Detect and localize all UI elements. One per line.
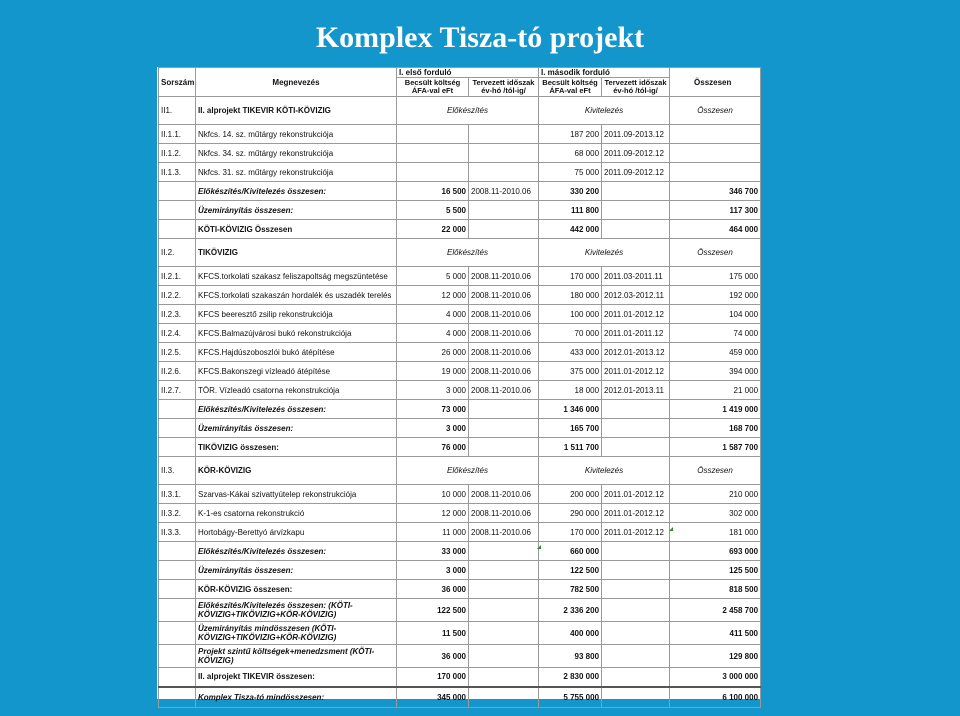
cost-round-2: 290 000 — [539, 504, 602, 523]
cell-comment-marker — [537, 545, 541, 549]
section-label-exec: Kivitelezés — [539, 457, 670, 485]
table-row — [159, 267, 761, 286]
cost-round-2: 400 000 — [539, 622, 602, 645]
period-round-2: 2011.01-2011.12 — [602, 324, 670, 343]
row-number — [159, 419, 196, 438]
summary-row — [159, 182, 761, 201]
period-round-1 — [469, 125, 539, 144]
header-cost-2: Becsült költség ÁFA-val eFt — [539, 78, 602, 97]
summary-row — [159, 438, 761, 457]
row-total: 411 500 — [670, 622, 761, 645]
period-round-1: 2008.11-2010.06 — [469, 267, 539, 286]
period-round-1 — [469, 419, 539, 438]
cost-round-1: 22 000 — [397, 220, 469, 239]
summary-row — [159, 400, 761, 419]
row-number: II1. — [159, 97, 196, 125]
period-round-1 — [469, 438, 539, 457]
cost-round-2: 330 200 — [539, 182, 602, 201]
summary-row — [159, 687, 761, 708]
cost-round-1 — [397, 163, 469, 182]
cost-round-2: 2 830 000 — [539, 668, 602, 687]
row-total — [670, 163, 761, 182]
budget-table-body — [159, 68, 761, 708]
row-number — [159, 599, 196, 622]
cost-round-2: 187 200 — [539, 125, 602, 144]
row-name: Üzemirányítás összesen: — [196, 561, 397, 580]
cost-round-2: 93 800 — [539, 645, 602, 668]
period-round-2 — [602, 182, 670, 201]
row-total: 818 500 — [670, 580, 761, 599]
cost-round-1: 73 000 — [397, 400, 469, 419]
row-total: 192 000 — [670, 286, 761, 305]
row-number: II.1.3. — [159, 163, 196, 182]
cost-round-2: 5 755 000 — [539, 687, 602, 708]
table-row — [159, 343, 761, 362]
period-round-2 — [602, 599, 670, 622]
cost-round-2: 165 700 — [539, 419, 602, 438]
period-round-2 — [602, 561, 670, 580]
row-name: KFCS.Hajdúszoboszlói bukó átépítése — [196, 343, 397, 362]
row-total: 1 587 700 — [670, 438, 761, 457]
summary-row — [159, 419, 761, 438]
row-total: 346 700 — [670, 182, 761, 201]
cost-round-1: 5 500 — [397, 201, 469, 220]
table-row — [159, 125, 761, 144]
cost-round-2: 2 336 200 — [539, 599, 602, 622]
period-round-2 — [602, 400, 670, 419]
period-round-2 — [602, 201, 670, 220]
header-sorszam: Sorszám — [159, 68, 196, 97]
row-name: KÖTI-KÖVIZIG Összesen — [196, 220, 397, 239]
period-round-1: 2008.11-2010.06 — [469, 381, 539, 400]
cost-round-1: 11 500 — [397, 622, 469, 645]
row-number — [159, 182, 196, 201]
cost-round-1: 3 000 — [397, 561, 469, 580]
table-row — [159, 381, 761, 400]
section-label-prep: Előkészítés — [397, 457, 539, 485]
period-round-1 — [469, 622, 539, 645]
cost-round-1: 170 000 — [397, 668, 469, 687]
row-number — [159, 400, 196, 419]
period-round-2 — [602, 668, 670, 687]
period-round-1: 2008.11-2010.06 — [469, 182, 539, 201]
cost-round-2: 442 000 — [539, 220, 602, 239]
row-name: KFCS.Bakonszegi vízleadó átépítése — [196, 362, 397, 381]
row-number: II.3.1. — [159, 485, 196, 504]
row-number: II.3.2. — [159, 504, 196, 523]
header-cost-1: Becsült költség ÁFA-val eFt — [397, 78, 469, 97]
header-round-1: I. első forduló — [397, 68, 539, 78]
budget-table-sheet — [157, 67, 761, 702]
section-label-exec: Kivitelezés — [539, 97, 670, 125]
period-round-2 — [602, 220, 670, 239]
table-row — [159, 485, 761, 504]
row-number — [159, 622, 196, 645]
section-label-prep: Előkészítés — [397, 239, 539, 267]
period-round-1: 2008.11-2010.06 — [469, 485, 539, 504]
period-round-2: 2011.01-2012.12 — [602, 362, 670, 381]
row-name: Üzemirányítás mindösszesen (KÖTI-KÖVIZIG+TIKÖVIZIG+KÖR-KÖVIZIG) — [196, 622, 397, 645]
row-number — [159, 687, 196, 708]
period-round-1: 2008.11-2010.06 — [469, 305, 539, 324]
header-round-2: I. második forduló — [539, 68, 670, 78]
cost-round-2: 660 000 — [539, 542, 602, 561]
period-round-1: 2008.11-2010.06 — [469, 362, 539, 381]
cost-round-2: 111 800 — [539, 201, 602, 220]
row-name: TIKÖVIZIG — [196, 239, 397, 267]
row-number: II.2.6. — [159, 362, 196, 381]
section-label-total: Összesen — [670, 97, 761, 125]
table-row — [159, 504, 761, 523]
table-row — [159, 286, 761, 305]
row-total: 394 000 — [670, 362, 761, 381]
row-total: 125 500 — [670, 561, 761, 580]
row-name: II. alprojekt TIKEVIR KÖTI-KÖVIZIG — [196, 97, 397, 125]
period-round-2 — [602, 622, 670, 645]
cost-round-2: 782 500 — [539, 580, 602, 599]
period-round-1 — [469, 561, 539, 580]
table-row — [159, 144, 761, 163]
cost-round-1: 36 000 — [397, 580, 469, 599]
row-total: 129 800 — [670, 645, 761, 668]
period-round-2 — [602, 438, 670, 457]
cost-round-2: 100 000 — [539, 305, 602, 324]
period-round-1 — [469, 201, 539, 220]
row-name: Előkészítés/Kivitelezés összesen: — [196, 542, 397, 561]
header-megnevezes: Megnevezés — [196, 68, 397, 97]
period-round-2: 2011.01-2012.12 — [602, 485, 670, 504]
cost-round-2: 1 511 700 — [539, 438, 602, 457]
row-total: 1 419 000 — [670, 400, 761, 419]
summary-row — [159, 645, 761, 668]
row-name: TÖR. Vízleadó csatorna rekonstrukciója — [196, 381, 397, 400]
cell-comment-marker — [669, 527, 673, 531]
row-number: II.3. — [159, 457, 196, 485]
row-name: Üzemirányítás összesen: — [196, 419, 397, 438]
row-name: KÖR-KÖVIZIG összesen: — [196, 580, 397, 599]
period-round-1: 2008.11-2010.06 — [469, 343, 539, 362]
row-number — [159, 645, 196, 668]
period-round-2 — [602, 419, 670, 438]
row-number: II.3.3. — [159, 523, 196, 542]
cost-round-1: 10 000 — [397, 485, 469, 504]
period-round-1: 2008.11-2010.06 — [469, 286, 539, 305]
period-round-1 — [469, 542, 539, 561]
cost-round-1: 12 000 — [397, 286, 469, 305]
row-name: Előkészítés/Kivitelezés összesen: — [196, 400, 397, 419]
period-round-2: 2011.03-2011.11 — [602, 267, 670, 286]
row-number — [159, 542, 196, 561]
row-name: KÖR-KÖVIZIG — [196, 457, 397, 485]
period-round-1 — [469, 400, 539, 419]
cost-round-1 — [397, 125, 469, 144]
row-name: II. alprojekt TIKEVIR összesen: — [196, 668, 397, 687]
cost-round-1: 122 500 — [397, 599, 469, 622]
row-name: KFCS.torkolati szakaszán hordalék és uszadék terelés — [196, 286, 397, 305]
section-label-exec: Kivitelezés — [539, 239, 670, 267]
cost-round-1: 26 000 — [397, 343, 469, 362]
section-row — [159, 97, 761, 125]
summary-row — [159, 668, 761, 687]
row-total — [670, 125, 761, 144]
period-round-2: 2012.01-2013.11 — [602, 381, 670, 400]
row-total: 181 000 — [670, 523, 761, 542]
period-round-1 — [469, 599, 539, 622]
section-row — [159, 457, 761, 485]
summary-row — [159, 542, 761, 561]
period-round-1 — [469, 687, 539, 708]
period-round-1 — [469, 144, 539, 163]
row-number: II.2.4. — [159, 324, 196, 343]
row-name: Nkfcs. 31. sz. műtárgy rekonstrukciója — [196, 163, 397, 182]
row-total: 21 000 — [670, 381, 761, 400]
row-number — [159, 438, 196, 457]
cost-round-2: 122 500 — [539, 561, 602, 580]
cost-round-2: 1 346 000 — [539, 400, 602, 419]
period-round-1 — [469, 645, 539, 668]
cost-round-1: 3 000 — [397, 381, 469, 400]
row-number: II.1.1. — [159, 125, 196, 144]
cost-round-1: 11 000 — [397, 523, 469, 542]
row-number — [159, 220, 196, 239]
row-total: 168 700 — [670, 419, 761, 438]
period-round-2: 2012.01-2013.12 — [602, 343, 670, 362]
cost-round-1: 4 000 — [397, 305, 469, 324]
period-round-2: 2011.01-2012.12 — [602, 305, 670, 324]
row-number — [159, 561, 196, 580]
row-name: Komplex Tisza-tó mindösszesen: — [196, 687, 397, 708]
period-round-1 — [469, 220, 539, 239]
section-label-prep: Előkészítés — [397, 97, 539, 125]
header-period-1: Tervezett időszak év-hó /tól-ig/ — [469, 78, 539, 97]
row-number: II.2. — [159, 239, 196, 267]
period-round-1: 2008.11-2010.06 — [469, 504, 539, 523]
cost-round-1: 33 000 — [397, 542, 469, 561]
period-round-1: 2008.11-2010.06 — [469, 324, 539, 343]
period-round-2: 2011.09-2013.12 — [602, 125, 670, 144]
row-total: 459 000 — [670, 343, 761, 362]
row-total: 2 458 700 — [670, 599, 761, 622]
period-round-2: 2011.01-2012.12 — [602, 504, 670, 523]
row-total: 117 300 — [670, 201, 761, 220]
row-name: Szarvas-Kákai szivattyútelep rekonstrukciója — [196, 485, 397, 504]
header-total: Összesen — [670, 68, 761, 97]
cost-round-2: 180 000 — [539, 286, 602, 305]
cost-round-2: 18 000 — [539, 381, 602, 400]
period-round-1 — [469, 668, 539, 687]
row-name: Nkfcs. 34. sz. műtárgy rekonstrukciója — [196, 144, 397, 163]
budget-table — [158, 67, 761, 708]
row-number: II.2.2. — [159, 286, 196, 305]
row-total — [670, 144, 761, 163]
cost-round-2: 170 000 — [539, 267, 602, 286]
row-total: 3 000 000 — [670, 668, 761, 687]
row-total: 302 000 — [670, 504, 761, 523]
table-row — [159, 163, 761, 182]
period-round-2: 2011.01-2012.12 — [602, 523, 670, 542]
cost-round-2: 170 000 — [539, 523, 602, 542]
period-round-2: 2011.09-2012.12 — [602, 144, 670, 163]
cost-round-1: 5 000 — [397, 267, 469, 286]
row-name: K-1-es csatorna rekonstrukció — [196, 504, 397, 523]
cost-round-1: 16 500 — [397, 182, 469, 201]
table-row — [159, 523, 761, 542]
row-number — [159, 668, 196, 687]
row-name: Hortobágy-Berettyó árvízkapu — [196, 523, 397, 542]
row-number: II.1.2. — [159, 144, 196, 163]
summary-row — [159, 622, 761, 645]
section-label-total: Összesen — [670, 239, 761, 267]
row-name: Nkfcs. 14. sz. műtárgy rekonstrukciója — [196, 125, 397, 144]
row-number: II.2.7. — [159, 381, 196, 400]
cost-round-1: 19 000 — [397, 362, 469, 381]
row-total: 693 000 — [670, 542, 761, 561]
row-name: TIKÖVIZIG összesen: — [196, 438, 397, 457]
summary-row — [159, 580, 761, 599]
row-total: 175 000 — [670, 267, 761, 286]
cost-round-2: 375 000 — [539, 362, 602, 381]
row-name: Előkészítés/Kivitelezés összesen: (KÖTI-KÖVIZIG+TIKÖVIZIG+KÖR-KÖVIZIG) — [196, 599, 397, 622]
cost-round-1: 36 000 — [397, 645, 469, 668]
row-name: Üzemirányítás összesen: — [196, 201, 397, 220]
table-row — [159, 305, 761, 324]
period-round-2 — [602, 645, 670, 668]
period-round-2: 2012.03-2012.11 — [602, 286, 670, 305]
table-row — [159, 324, 761, 343]
section-row — [159, 239, 761, 267]
row-name: KFCS beeresztő zsilip rekonstrukciója — [196, 305, 397, 324]
summary-row — [159, 201, 761, 220]
row-name: KFCS.torkolati szakasz feliszapoltság megszüntetése — [196, 267, 397, 286]
row-number: II.2.1. — [159, 267, 196, 286]
cost-round-2: 433 000 — [539, 343, 602, 362]
row-number — [159, 580, 196, 599]
header-period-2: Tervezett időszak év-hó /tól-ig/ — [602, 78, 670, 97]
cost-round-2: 70 000 — [539, 324, 602, 343]
slide-title: Komplex Tisza-tó projekt — [315, 21, 645, 54]
period-round-2: 2011.09-2012.12 — [602, 163, 670, 182]
row-total: 464 000 — [670, 220, 761, 239]
cost-round-1: 76 000 — [397, 438, 469, 457]
row-number: II.2.3. — [159, 305, 196, 324]
row-total: 74 000 — [670, 324, 761, 343]
cost-round-1: 345 000 — [397, 687, 469, 708]
cost-round-2: 68 000 — [539, 144, 602, 163]
summary-row — [159, 599, 761, 622]
period-round-1 — [469, 163, 539, 182]
period-round-1 — [469, 580, 539, 599]
period-round-2 — [602, 542, 670, 561]
cost-round-1: 12 000 — [397, 504, 469, 523]
row-name: Projekt szintű költségek+menedzsment (KÖTI-KÖVIZIG) — [196, 645, 397, 668]
row-total: 104 000 — [670, 305, 761, 324]
summary-row — [159, 561, 761, 580]
cost-round-1 — [397, 144, 469, 163]
period-round-2 — [602, 580, 670, 599]
row-name: Előkészítés/Kivitelezés összesen: — [196, 182, 397, 201]
row-number — [159, 201, 196, 220]
period-round-2 — [602, 687, 670, 708]
section-label-total: Összesen — [670, 457, 761, 485]
cost-round-2: 75 000 — [539, 163, 602, 182]
cost-round-1: 3 000 — [397, 419, 469, 438]
period-round-1: 2008.11-2010.06 — [469, 523, 539, 542]
row-number: II.2.5. — [159, 343, 196, 362]
cost-round-2: 200 000 — [539, 485, 602, 504]
table-row — [159, 362, 761, 381]
header-row-rounds — [159, 68, 761, 78]
row-total: 6 100 000 — [670, 687, 761, 708]
row-name: KFCS.Balmazújvárosi bukó rekonstrukciója — [196, 324, 397, 343]
summary-row — [159, 220, 761, 239]
cost-round-1: 4 000 — [397, 324, 469, 343]
row-total: 210 000 — [670, 485, 761, 504]
